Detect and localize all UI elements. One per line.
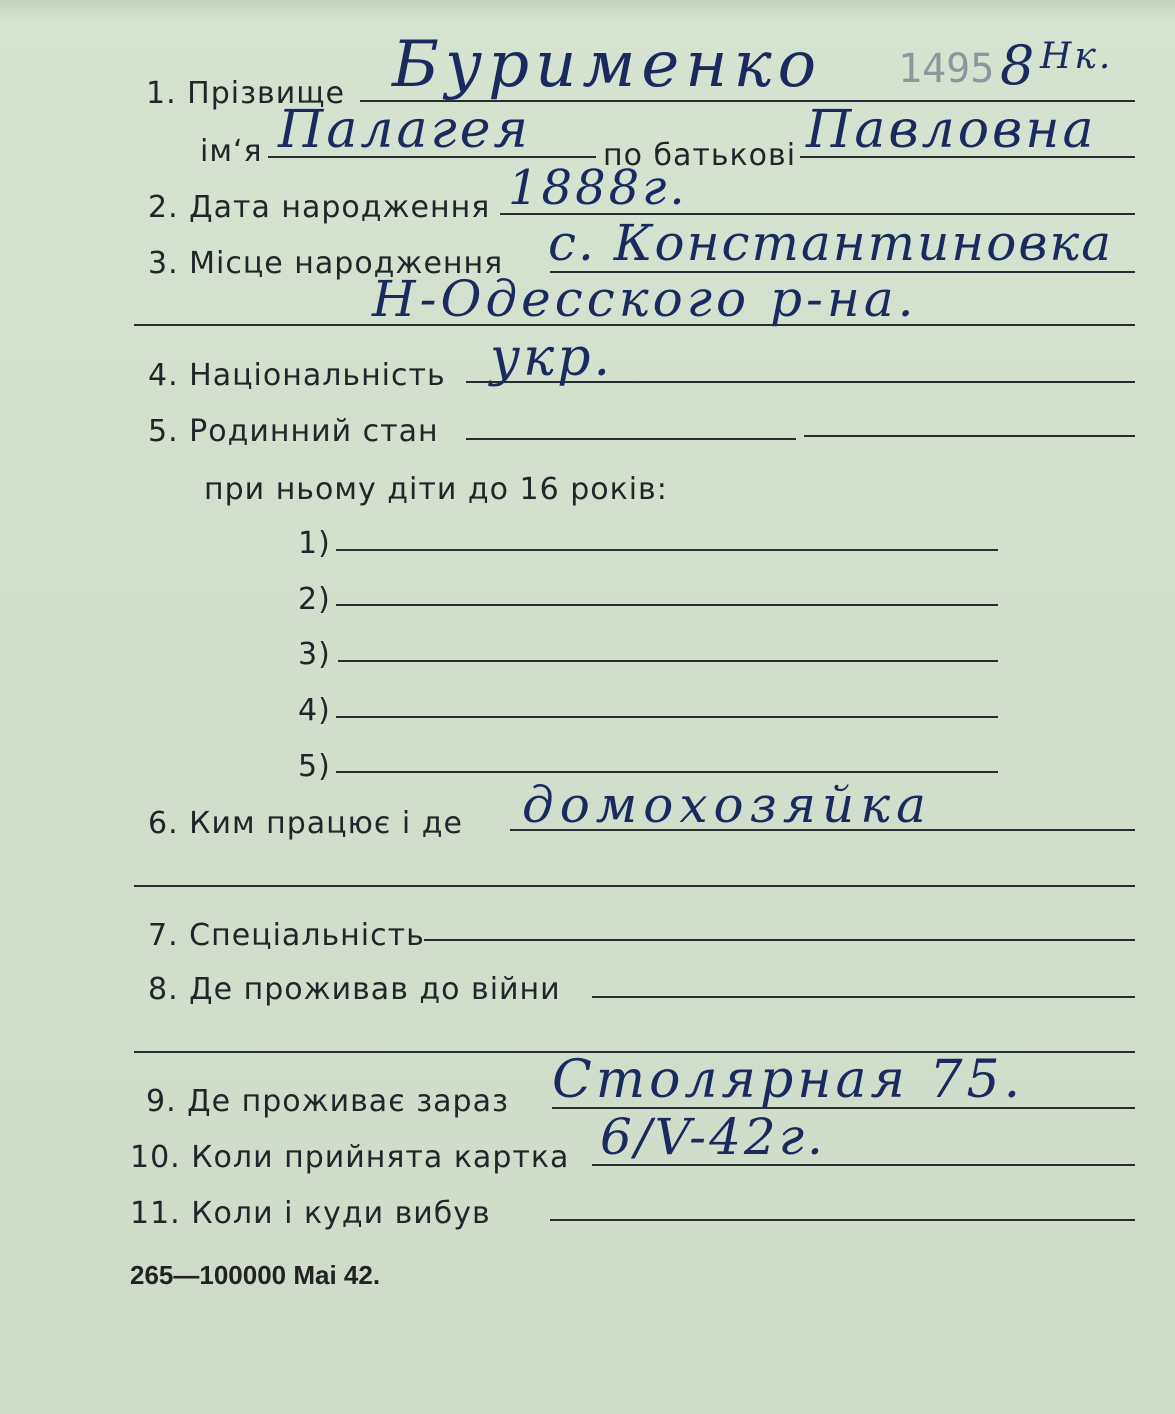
card-accepted-value: 6/V-42г.	[600, 1108, 826, 1166]
surname-value: Бурименко	[392, 28, 823, 102]
speciality-label: 7. Спеціальність	[148, 918, 425, 953]
marital-status-label: 5. Родинний стан	[148, 414, 439, 449]
occupation-continuation-line	[134, 885, 1135, 887]
child-1-label: 1)	[298, 526, 331, 561]
child-3-label: 3)	[298, 637, 331, 672]
child-5-line	[336, 771, 998, 773]
nationality-label: 4. Національність	[148, 358, 446, 393]
birthplace-value-2: Н-Одесского р-на.	[372, 270, 918, 328]
surname-suffix-value: 8	[1000, 34, 1038, 97]
child-1-line	[336, 549, 998, 551]
prewar-residence-label: 8. Де проживав до війни	[148, 972, 561, 1007]
birthplace-label: 3. Місце народження	[148, 246, 504, 281]
name-value: Палагея	[278, 100, 531, 160]
departure-label: 11. Коли і куди вибув	[130, 1196, 491, 1231]
surname-mark-value: Нк.	[1040, 36, 1114, 77]
prewar-residence-line	[592, 996, 1135, 998]
birthplace-value-1: с. Константиновка	[548, 214, 1114, 272]
child-2-label: 2)	[298, 582, 331, 617]
patronymic-label: по батькові	[603, 138, 797, 173]
birth-date-label: 2. Дата народження	[148, 190, 491, 225]
child-4-line	[336, 716, 998, 718]
child-2-line	[336, 604, 998, 606]
registration-number-stamp: 1495	[898, 46, 995, 92]
nationality-value: укр.	[490, 328, 614, 388]
occupation-label: 6. Ким працює і де	[148, 806, 463, 841]
birth-date-value: 1888г.	[508, 160, 688, 216]
card-accepted-label: 10. Коли прийнята картка	[130, 1140, 570, 1175]
name-label: ім‘я	[200, 134, 263, 169]
child-4-label: 4)	[298, 693, 331, 728]
child-3-line	[338, 660, 998, 662]
current-residence-label: 9. Де проживає зараз	[146, 1084, 509, 1119]
occupation-value: домохозяйка	[522, 776, 932, 834]
marital-status-line-2	[804, 435, 1135, 437]
marital-status-line-1	[466, 438, 796, 440]
surname-label: 1. Прізвище	[146, 76, 345, 111]
patronymic-value: Павловна	[806, 100, 1097, 160]
print-footer: 265—100000 Mai 42.	[130, 1260, 381, 1290]
speciality-line	[424, 939, 1135, 941]
children-label: при ньому діти до 16 років:	[204, 472, 668, 507]
child-5-label: 5)	[298, 749, 331, 784]
current-residence-value: Столярная 75.	[552, 1050, 1025, 1110]
departure-line	[550, 1219, 1135, 1221]
